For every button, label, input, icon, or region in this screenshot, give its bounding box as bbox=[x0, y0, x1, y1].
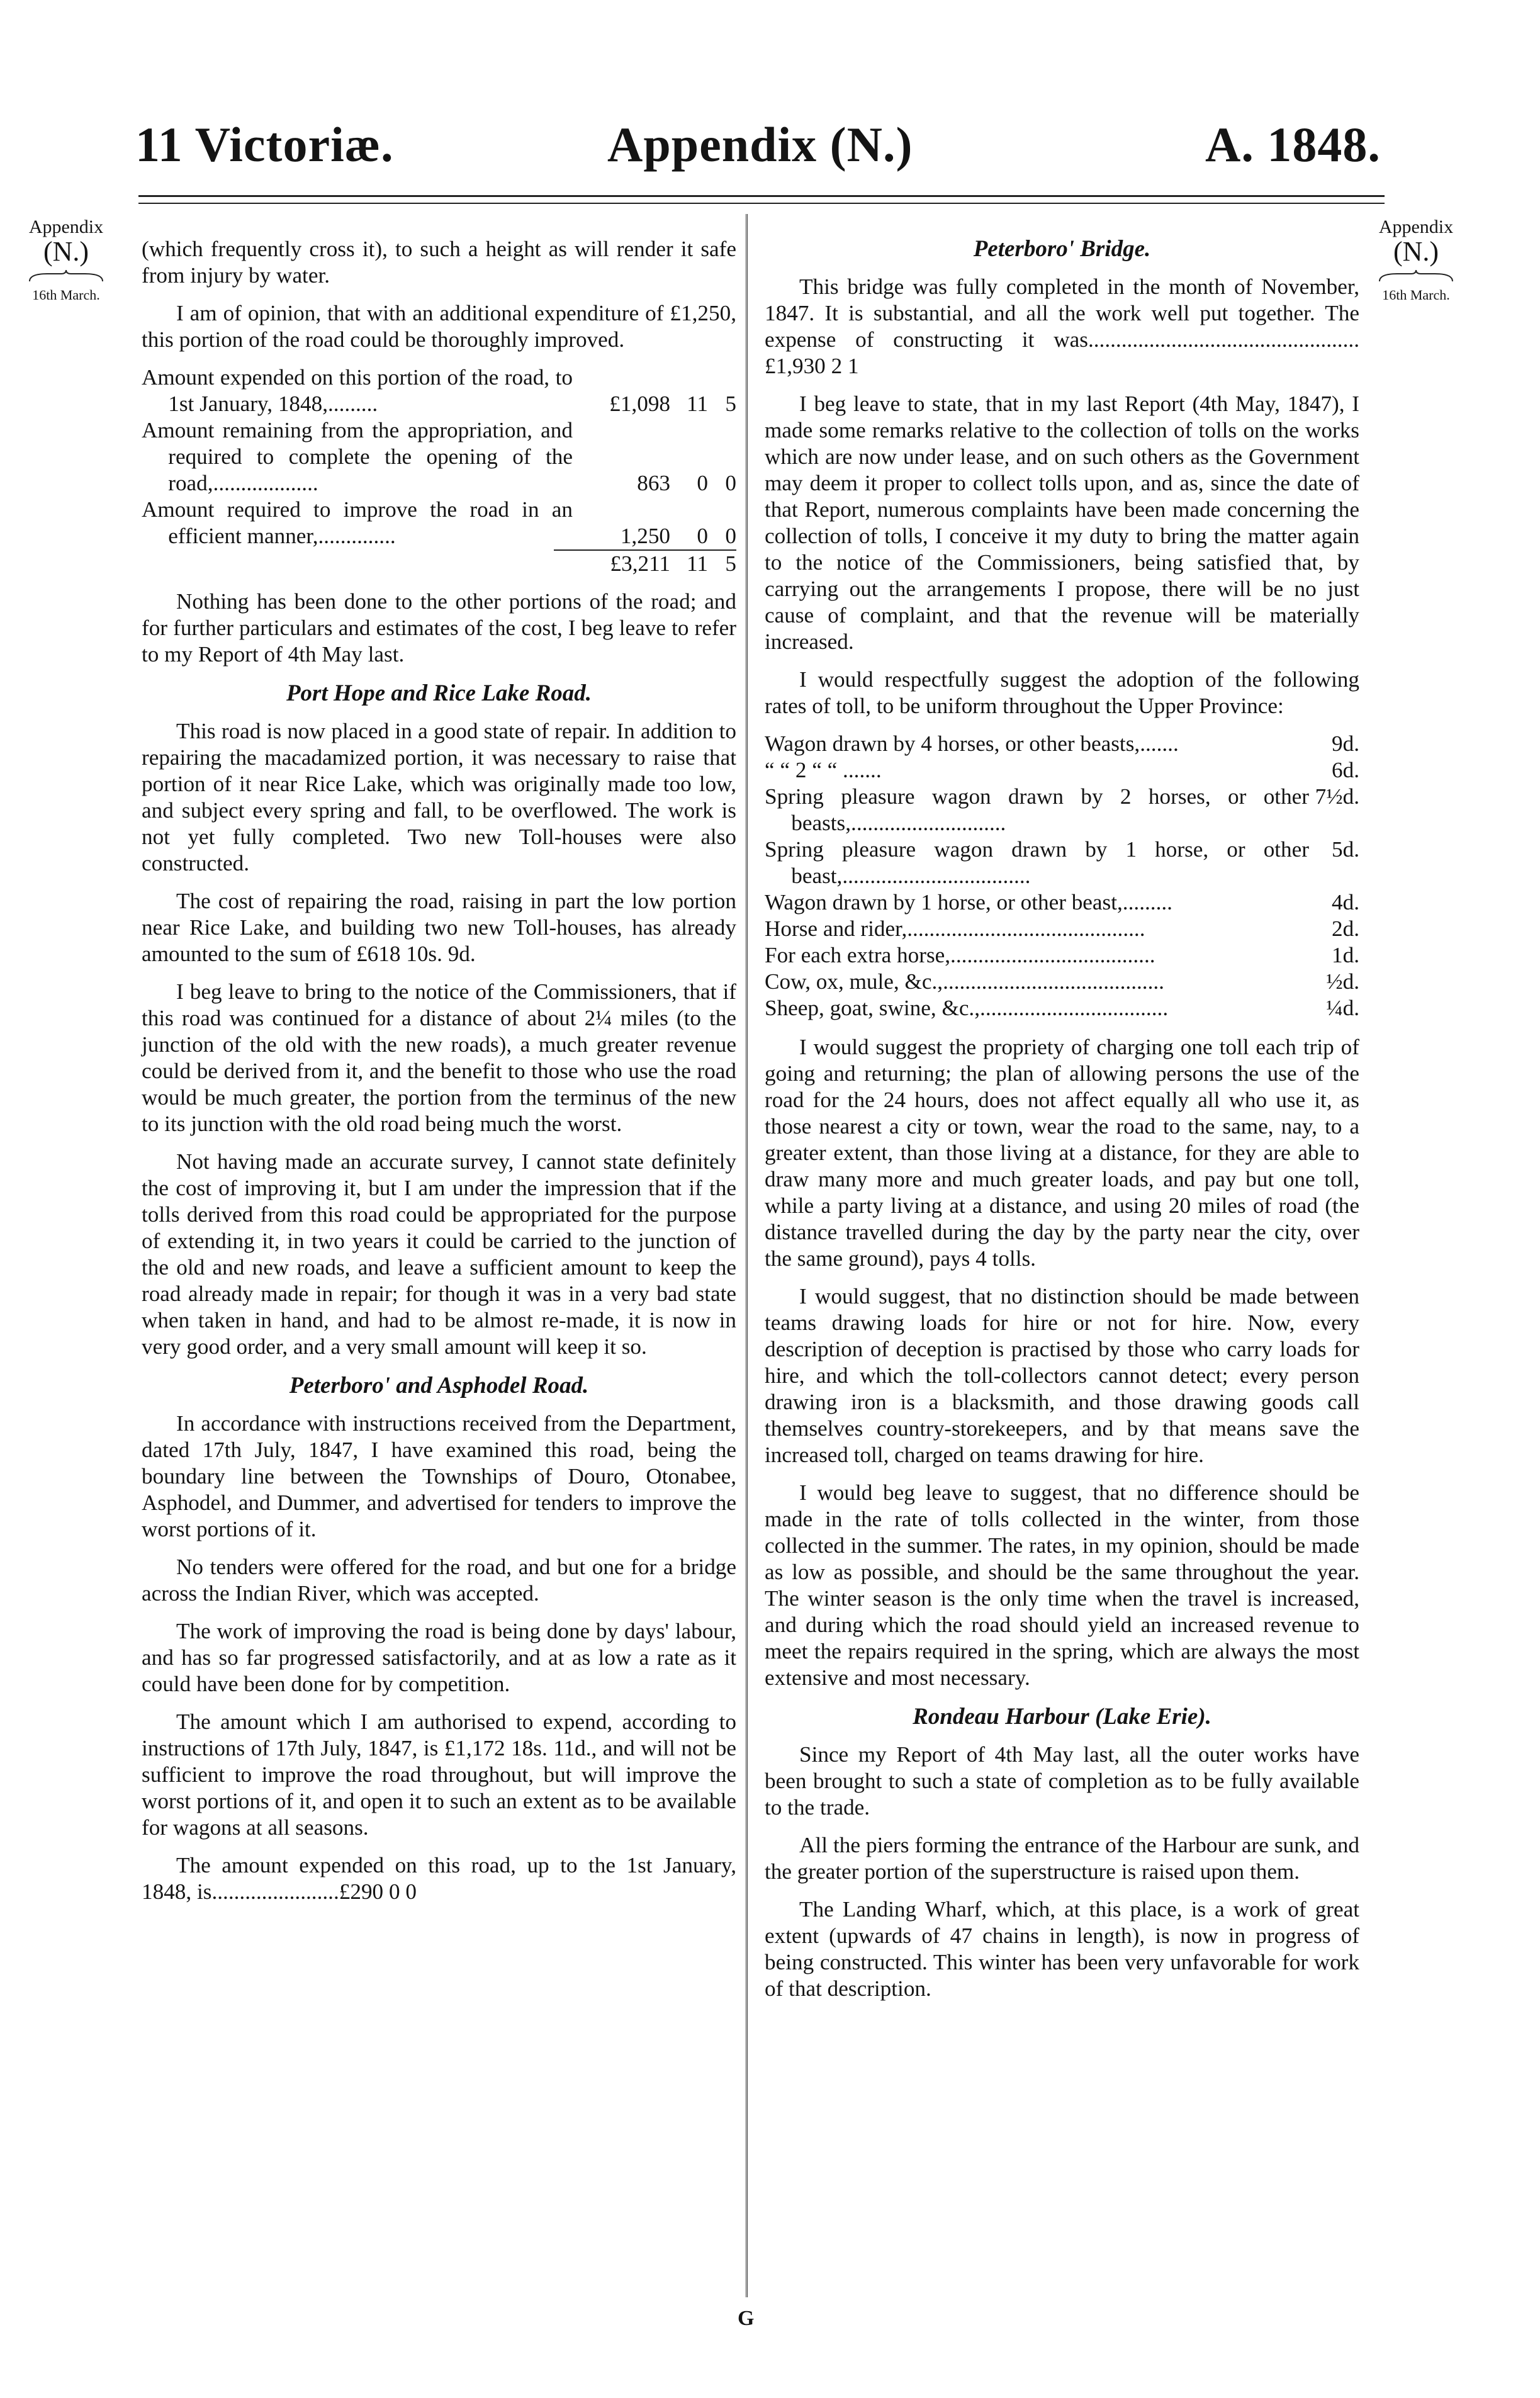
toll-value: 5d. bbox=[1332, 837, 1359, 862]
paragraph: The amount which I am authorised to expend, according to instructions of 17th July, 1847, is £1,172 18s. 11d., and will not be sufficient to improve the road throughout, but will improve the worst portions of it, and open it to such an extent as to be available for wagons at all seasons. bbox=[142, 1709, 736, 1840]
amount-shillings: 0 bbox=[697, 524, 708, 548]
margin-note-title: Appendix bbox=[28, 217, 104, 237]
paragraph: I am of opinion, that with an additional expenditure of £1,250, this portion of the road could be thoroughly improved. bbox=[142, 301, 736, 352]
toll-label: Wagon drawn by 4 horses, or other beasts,....... bbox=[765, 731, 1179, 756]
toll-value: 1d. bbox=[1332, 943, 1359, 967]
header-rule-thin bbox=[138, 203, 1385, 204]
toll-label: Spring pleasure wagon drawn by 1 horse, or other beast,.................................. bbox=[765, 837, 1309, 888]
column-divider bbox=[746, 214, 748, 2297]
paragraph: Since my Report of 4th May last, all the outer works have been brought to such a state of completion as to be fully available to the trade. bbox=[765, 1742, 1359, 1820]
right-column bbox=[765, 236, 1359, 2013]
amounts-table bbox=[142, 364, 736, 577]
amount-shillings: 0 bbox=[697, 471, 708, 495]
section-heading: Peterboro' Bridge. bbox=[973, 236, 1151, 262]
amount-pounds: £1,098 bbox=[609, 391, 670, 416]
header-year: A. 1848. bbox=[1205, 117, 1381, 172]
toll-row bbox=[765, 889, 1359, 916]
margin-note-title: Appendix bbox=[1378, 217, 1454, 237]
paragraph: I would beg leave to suggest, that no difference should be made in the rate of tolls collected in the winter, from those collected in the summer. The rates, in my opinion, should be made as low as possible, and should be the same throughout the year. The winter season is the only time when the travel is increased, and during which the road should yield an increased revenue to meet the repairs required in the spring, which are always the most extensive and most necessary. bbox=[765, 1480, 1359, 1690]
paragraph: In accordance with instructions received from the Department, dated 17th July, 1847, I have examined this road, being the boundary line between the Townships of Douro, Otonabee, Asphodel, and Dummer, and advertised for tenders to improve the worst portions of it. bbox=[142, 1411, 736, 1541]
brace-icon bbox=[1378, 269, 1454, 283]
paragraph: This bridge was fully completed in the month of November, 1847. It is substantial, and all the work well put together. The expense of constructing it was.................................................£1,930 2 1 bbox=[765, 274, 1359, 378]
toll-label: Sheep, goat, swine, &c.,.................................. bbox=[765, 996, 1169, 1020]
toll-row bbox=[765, 757, 1359, 784]
amount-shillings: 11 bbox=[687, 391, 708, 416]
amount-total-row bbox=[142, 549, 736, 577]
paragraph: All the piers forming the entrance of the Harbour are sunk, and the greater portion of the superstructure is raised upon them. bbox=[765, 1833, 1359, 1884]
amount-pence: 5 bbox=[725, 391, 736, 416]
paragraph: I beg leave to bring to the notice of the Commissioners, that if this road was continued for a distance of about 2¼ miles (to the junction of the old with the new roads), a much greater revenue could be derived from it, and the benefit to those who use the road would be much greater, the portion from the terminus of the new to its junction with the old road being much the worst. bbox=[142, 979, 736, 1136]
paragraph: The cost of repairing the road, raising in part the low portion near Rice Lake, and building two new Toll-houses, has already amounted to the sum of £618 10s. 9d. bbox=[142, 889, 736, 966]
amount-pounds: 1,250 bbox=[620, 524, 670, 548]
total-shillings: 11 bbox=[687, 551, 708, 576]
toll-value: 6d. bbox=[1332, 758, 1359, 782]
toll-row bbox=[765, 731, 1359, 757]
amount-pounds: 863 bbox=[637, 471, 670, 495]
toll-label: Horse and rider,........................................... bbox=[765, 916, 1145, 941]
total-pence: 5 bbox=[725, 551, 736, 576]
paragraph: No tenders were offered for the road, and but one for a bridge across the Indian River, which was accepted. bbox=[142, 1555, 736, 1606]
toll-value: 2d. bbox=[1332, 916, 1359, 941]
toll-rates-table bbox=[765, 731, 1359, 1022]
toll-value: 9d. bbox=[1332, 731, 1359, 756]
margin-note-right bbox=[1359, 217, 1473, 302]
paragraph: This road is now placed in a good state of repair. In addition to repairing the macadamized portion, it was necessary to raise that portion of it near Rice Lake, which was originally made too low, and subject every spring and fall, to be overflowed. The work is not yet fully completed. Two new Toll-houses were also constructed. bbox=[142, 719, 736, 875]
toll-label: “ “ 2 “ “ ....... bbox=[765, 758, 882, 782]
toll-row bbox=[765, 784, 1359, 836]
toll-label: Wagon drawn by 1 horse, or other beast,......... bbox=[765, 890, 1172, 915]
toll-label: For each extra horse,..................................... bbox=[765, 943, 1155, 967]
margin-note-sub: (N.) bbox=[1393, 235, 1439, 267]
margin-note-sub: (N.) bbox=[43, 235, 89, 267]
amount-desc: Amount expended on this portion of the road, to 1st January, 1848,......... bbox=[142, 365, 573, 416]
paragraph: I would suggest, that no distinction should be made between teams drawing loads for hire or not for hire. Now, every description of deception is practised by those who carry loads for hire, and which the toll-collectors cannot detect; every person drawing iron is a blacksmith, and those drawing goods call themselves country-storekeepers, and by that means save the increased toll, charged on teams drawing for hire. bbox=[765, 1284, 1359, 1467]
paragraph: The Landing Wharf, which, at this place, is a work of great extent (upwards of 47 chains in length), is now in progress of being constructed. This winter has been very unfavorable for work of that description. bbox=[765, 1897, 1359, 2001]
paragraph: I beg leave to state, that in my last Report (4th May, 1847), I made some remarks relative to the collection of tolls on the works which are now under lease, and on such others as the Government may deem it proper to collect tolls upon, and as, since the date of that Report, numerous complaints have been made concerning the collection of tolls, I conceive it my duty to bring the matter again to the notice of the Commissioners, being satisfied that, by carrying out the arrangements I propose, there will be no just cause of complaint, and that the revenue will be materially increased. bbox=[765, 391, 1359, 654]
margin-note-left bbox=[25, 217, 107, 302]
amount-pence: 0 bbox=[725, 524, 736, 548]
amount-desc: Amount remaining from the appropriation, and required to complete the opening of the road,................... bbox=[142, 418, 573, 495]
header-rule bbox=[138, 195, 1385, 197]
signature-mark: G bbox=[738, 2307, 755, 2330]
amount-pence: 0 bbox=[725, 471, 736, 495]
header-appendix: Appendix (N.) bbox=[607, 117, 913, 172]
paragraph: The amount expended on this road, up to the 1st January, 1848, is.......................£290 0 0 bbox=[142, 1853, 736, 1904]
toll-value: 4d. bbox=[1332, 890, 1359, 915]
paragraph: Nothing has been done to the other portions of the road; and for further particulars and estimates of the cost, I beg leave to refer to my Report of 4th May last. bbox=[142, 589, 736, 667]
amount-row bbox=[142, 497, 736, 549]
paragraph: The work of improving the road is being done by days' labour, and has so far progressed satisfactorily, and at as low a rate as it could have been done for by competition. bbox=[142, 1619, 736, 1696]
amount-row bbox=[142, 364, 736, 417]
paragraph: Not having made an accurate survey, I cannot state definitely the cost of improving it, but I am under the impression that if the tolls derived from this road could be appropriated for the purpose of extending it, in two years it could be carried to the junction of the old and new roads, and leave a sufficient amount to keep the road already made in repair; for though it was in a very bad state when taken in hand, and had to be almost re-made, it is now in very good order, and a very small amount will keep it so. bbox=[142, 1149, 736, 1359]
header-session: 11 Victoriæ. bbox=[135, 117, 394, 172]
margin-note-date: 16th March. bbox=[1382, 286, 1450, 303]
left-column bbox=[142, 236, 736, 1917]
toll-row bbox=[765, 969, 1359, 995]
amount-desc: Amount required to improve the road in an efficient manner,.............. bbox=[142, 497, 573, 548]
toll-value: 7½d. bbox=[1315, 784, 1359, 809]
section-heading: Peterboro' and Asphodel Road. bbox=[289, 1373, 589, 1399]
section-heading: Rondeau Harbour (Lake Erie). bbox=[913, 1704, 1211, 1730]
amount-row bbox=[142, 417, 736, 497]
paragraph: (which frequently cross it), to such a height as will render it safe from injury by water. bbox=[142, 237, 736, 288]
toll-label: Cow, ox, mule, &c.,........................................ bbox=[765, 969, 1164, 994]
toll-label: Spring pleasure wagon drawn by 2 horses, or other beasts,............................ bbox=[765, 784, 1309, 835]
toll-value: ¼d. bbox=[1326, 996, 1359, 1020]
toll-row bbox=[765, 995, 1359, 1022]
section-heading: Port Hope and Rice Lake Road. bbox=[286, 680, 592, 706]
margin-note-date: 16th March. bbox=[32, 286, 100, 303]
toll-value: ½d. bbox=[1326, 969, 1359, 994]
toll-row bbox=[765, 836, 1359, 889]
paragraph: I would suggest the propriety of charging one toll each trip of going and returning; the plan of allowing persons the use of the road for the 24 hours, does not affect equally all who use it, as those nearest a city or town, wear the road to the same, nay, to a greater extent, than those living at a distance, for they are able to draw many more and much greater loads, and pay but one toll, while a party living at a distance, and using 20 miles of road (the distance travelled during the day by the party near the city, over the same ground), pays 4 tolls. bbox=[765, 1035, 1359, 1271]
paragraph: I would respectfully suggest the adoption of the following rates of toll, to be uniform throughout the Upper Province: bbox=[765, 667, 1359, 718]
total-pounds: £3,211 bbox=[610, 551, 670, 576]
toll-row bbox=[765, 916, 1359, 942]
brace-icon bbox=[28, 269, 104, 283]
toll-row bbox=[765, 942, 1359, 969]
